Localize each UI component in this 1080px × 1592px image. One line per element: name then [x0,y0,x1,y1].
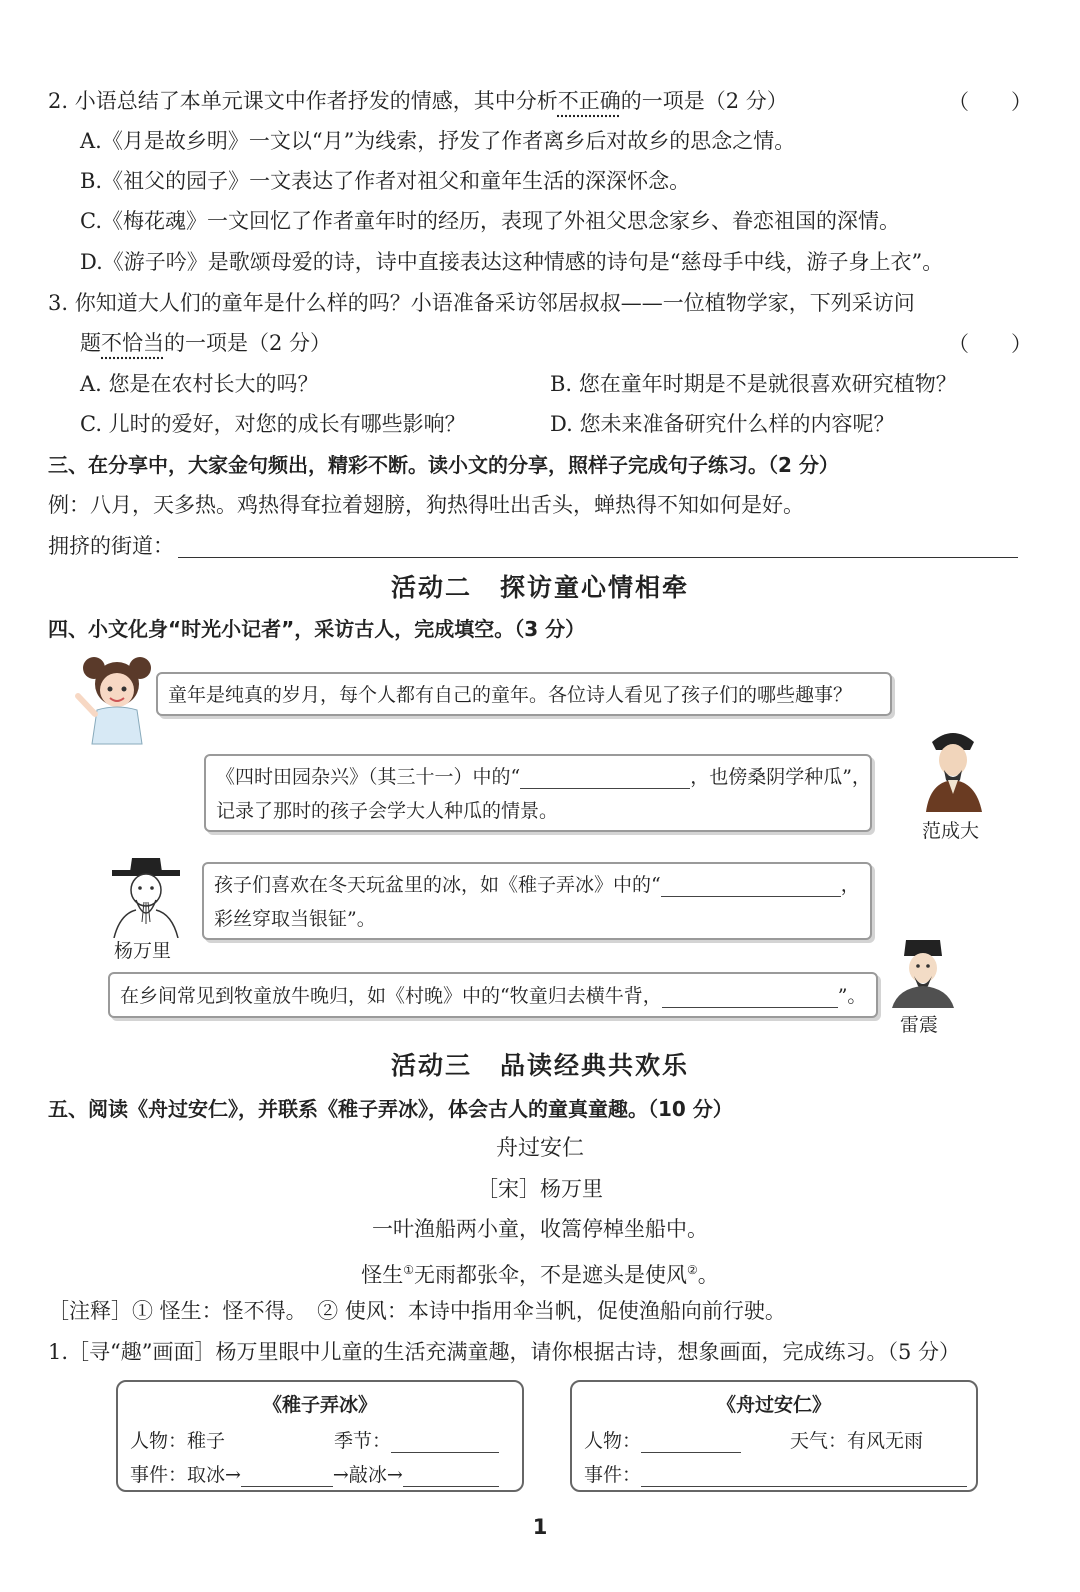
q2-answer-paren[interactable]: （ ） [948,90,1032,114]
bubble-yang-wanli: 孩子们喜欢在冬天玩盆里的冰，如《稚子弄冰》中的“ ， 彩丝穿取当银钲”。 [202,862,872,940]
blank-lei-zhen[interactable] [662,987,838,1008]
blank-event-step[interactable] [241,1466,333,1487]
section5-title: 五、阅读《舟过安仁》，并联系《稚子弄冰》，体会古人的童真童趣。（10 分） [48,1097,733,1121]
section3-answer-line[interactable] [178,556,1018,558]
yang-wanli-portrait [108,856,184,938]
section3-prompt: 拥挤的街道： [48,534,174,558]
q2-option-c: C.《梅花魂》一文回忆了作者童年时的经历，表现了外祖父思念家乡、眷恋祖国的深情。 [80,209,900,233]
q2-number: 2. [48,89,69,113]
page-number: 1 [532,1515,548,1539]
activity2-heading: 活动二 探访童心情相牵 [390,573,690,602]
section4-title: 四、小文化身“时光小记者”，采访古人，完成填空。（3 分） [48,617,586,641]
girl-reporter-illustration [72,652,162,748]
name-yang-wanli: 杨万里 [114,940,172,962]
name-fan-chengda: 范成大 [922,820,980,842]
fan-chengda-portrait [918,724,988,812]
bubble-reporter-question: 童年是纯真的岁月，每个人都有自己的童年。各位诗人看见了孩子们的哪些趣事？ [156,672,892,716]
q2-option-a: A.《月是故乡明》一文以“月”为线索，抒发了作者离乡后对故乡的思念之情。 [80,129,796,153]
q3-option-c: C. 儿时的爱好，对您的成长有哪些影响？ [80,412,466,436]
blank-fan-chengda[interactable] [520,768,690,789]
q3-stem-line2: 题不恰当的一项是（2 分） [80,331,332,355]
poem-notes: ［注释］① 怪生：怪不得。 ② 使风：本诗中指用伞当帆，促使渔船向前行驶。 [48,1299,786,1323]
bubble-fan-chengda: 《四时田园杂兴》（其三十一）中的“ ，也傍桑阴学种瓜”， 记录了那时的孩子会学大人种瓜的情景。 [204,754,872,832]
q2-option-d: D.《游子吟》是歌颂母爱的诗，诗中直接表达这种情感的诗句是“慈母手中线，游子身上衣”。 [80,250,944,274]
q3-option-a: A. 您是在农村长大的吗？ [80,372,319,396]
name-lei-zhen: 雷震 [900,1014,939,1036]
activity3-heading: 活动三 品读经典共欢乐 [390,1051,690,1080]
poem-line-1: 一叶渔船两小童，收篙停棹坐船中。 [372,1217,708,1241]
section3-example: 例：八月，天多热。鸡热得耷拉着翅膀，狗热得吐出舌头，蝉热得不知如何是好。 [48,493,804,517]
card-zhouguo-anren: 《舟过安仁》 人物： 天气：有风无雨 事件： [570,1380,978,1492]
q3-emphasis: 不恰当 [101,331,164,355]
q3-option-d: D. 您未来准备研究什么样的内容呢？ [550,412,895,436]
q2-option-b: B.《祖父的园子》一文表达了作者对祖父和童年生活的深深怀念。 [80,169,691,193]
section3-title: 三、在分享中，大家金句频出，精彩不断。读小文的分享，照样子完成句子练习。（2 分） [48,453,839,477]
poem-title: 舟过安仁 [495,1136,584,1161]
q2-emphasis: 不正确 [557,89,621,113]
q3-answer-paren[interactable]: （ ） [948,332,1032,356]
blank-event-end[interactable] [403,1466,499,1487]
poem-author: ［宋］杨万里 [477,1177,603,1201]
blank-season[interactable] [391,1432,499,1453]
bubble-lei-zhen: 在乡间常见到牧童放牛晚归，如《村晚》中的“牧童归去横牛背， ”。 [108,972,878,1018]
lei-zhen-portrait [888,934,958,1008]
q3-stem: 3. 你知道大人们的童年是什么样的吗？小语准备采访邻居叔叔——一位植物学家，下列采访问 [48,291,915,315]
card-zhizi-nongbing: 《稚子弄冰》 人物：稚子 季节： 事件：取冰→ →敲冰→ [116,1380,524,1492]
blank-yang-wanli[interactable] [661,876,841,897]
section5-question1: 1.［寻“趣”画面］杨万里眼中儿童的生活充满童趣，请你根据古诗，想象画面，完成练习。（5 分） [48,1340,961,1364]
q2-stem: 2. 小语总结了本单元课文中作者抒发的情感，其中分析不正确的一项是（2 分） [48,89,788,113]
blank-event[interactable] [641,1466,967,1487]
q3-option-b: B. 您在童年时期是不是就很喜欢研究植物？ [550,372,957,396]
poem-line-2: 怪生①无雨都张伞，不是遮头是使风②。 [361,1263,719,1287]
blank-person[interactable] [641,1432,741,1453]
